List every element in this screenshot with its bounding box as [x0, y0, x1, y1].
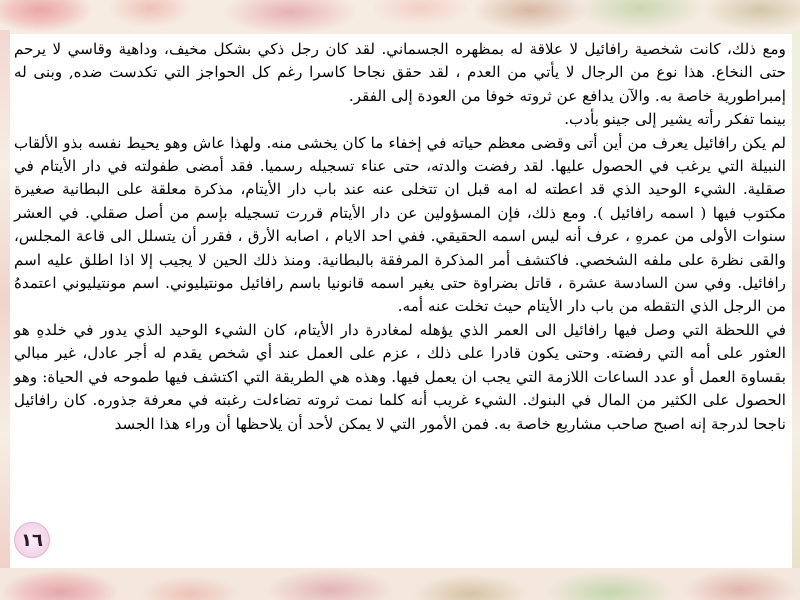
page-body — [14, 38, 786, 436]
paragraph-4: في اللحظة التي وصل فيها رافائيل الى العمر الذي يؤهله لمغادرة دار الأيتام، كان الشيء الوحيد الذي يدور في خلدهِ هو العثور على أمه التي رفضته. وحتى يكون قادرا على ذلك ، عزم على العمل عند أي شخص يقدم له أجر عادل، غير مبالي بقساوة العمل أو عدد الساعات اللازمة التي يجب ان يعمل فيها. وهذه هي الطريقة التي اكتشف فيها طموحه في الحياة: وهو الحصول على الكثير من المال في البنوك. الشيء غريب أنه كلما نمت ثروته تضاءلت رغبته في معرفة جذوره. كان رافائيل ناجحا لدرجة إنه اصبح صاحب مشاريع خاصة به. فمن الأمور التي لا يمكن لأحد أن يلاحظها أن وراء هذا الجسد — [14, 320, 786, 433]
right-rose-border — [792, 30, 800, 570]
page-number-text: ١٦ — [21, 529, 43, 551]
bottom-rose-border — [0, 568, 800, 600]
left-rose-border — [0, 30, 10, 570]
paragraph-1: ومع ذلك، كانت شخصية رافائيل لا علاقة له بمظهره الجسماني. لقد كان رجل ذكي بشكل مخيف، وداهية وقاسي لا يرحم حتى النخاع. هذا نوع من الرجال لا يأتي من العدم ، لقد حقق نجاحا كاسرا رغم كل الحواجز التي تكدست ضده, وبنى له إمبراطورية خاصة به. والآن يدافع عن ثروته خوفا من العودة إلى الفقر. — [14, 40, 786, 105]
page-number-badge — [14, 522, 50, 558]
top-rose-border — [0, 0, 800, 36]
paragraph-2: بينما تفكر رأته يشير إلى جينو بأدب. — [564, 110, 786, 129]
paragraph-3: لم يكن رافائيل يعرف من أين أتى وقضى معظم حياته في إخفاء ما كان يخشى منه. ولهذا عاش وهو يحيط نفسه بذو الألقاب النبيلة التي يرغب في الحصول عليها. لقد رفضت والدته، حتى عناء تسجيله رسميا. فقد أمضى طفولته في دار الأيتام في صقلية. الشيء الوحيد الذي قد اعطته له امه قبل ان تتخلى عنه عند باب دار الأيتام، مذكرة معلقة على البطانية صغيرة مكتوب فيها ( اسمه رافائيل ). ومع ذلك، فإن المسؤولين عن دار الأيتام قررت تسجيله بإسم من أصل صقلي. في العشر سنوات الأولى من عمرهِ ، عرف أنه ليس اسمه الحقيقي. ففي احد الايام ، اصابه الأرق ، فقرر أن يتسلل الى قاعة المجلس، والقى نظرة على ملفه الشخصي. فاكتشف أمر المذكرة المرفقة بالبطانية. ومنذ ذلك الحين لا يجيب إلا اذا اطلق عليه اسم رافائيل. وفي سن السادسة عشرة ، قاتل بضراوة حتى يغير اسمه قانونيا باسم رافائيل مونتيليوني. اسم مونتيليوني اعتمدهُ من الرجل الذي التقطه من باب دار الأيتام حيث تخلت عنه أمه. — [14, 133, 786, 316]
